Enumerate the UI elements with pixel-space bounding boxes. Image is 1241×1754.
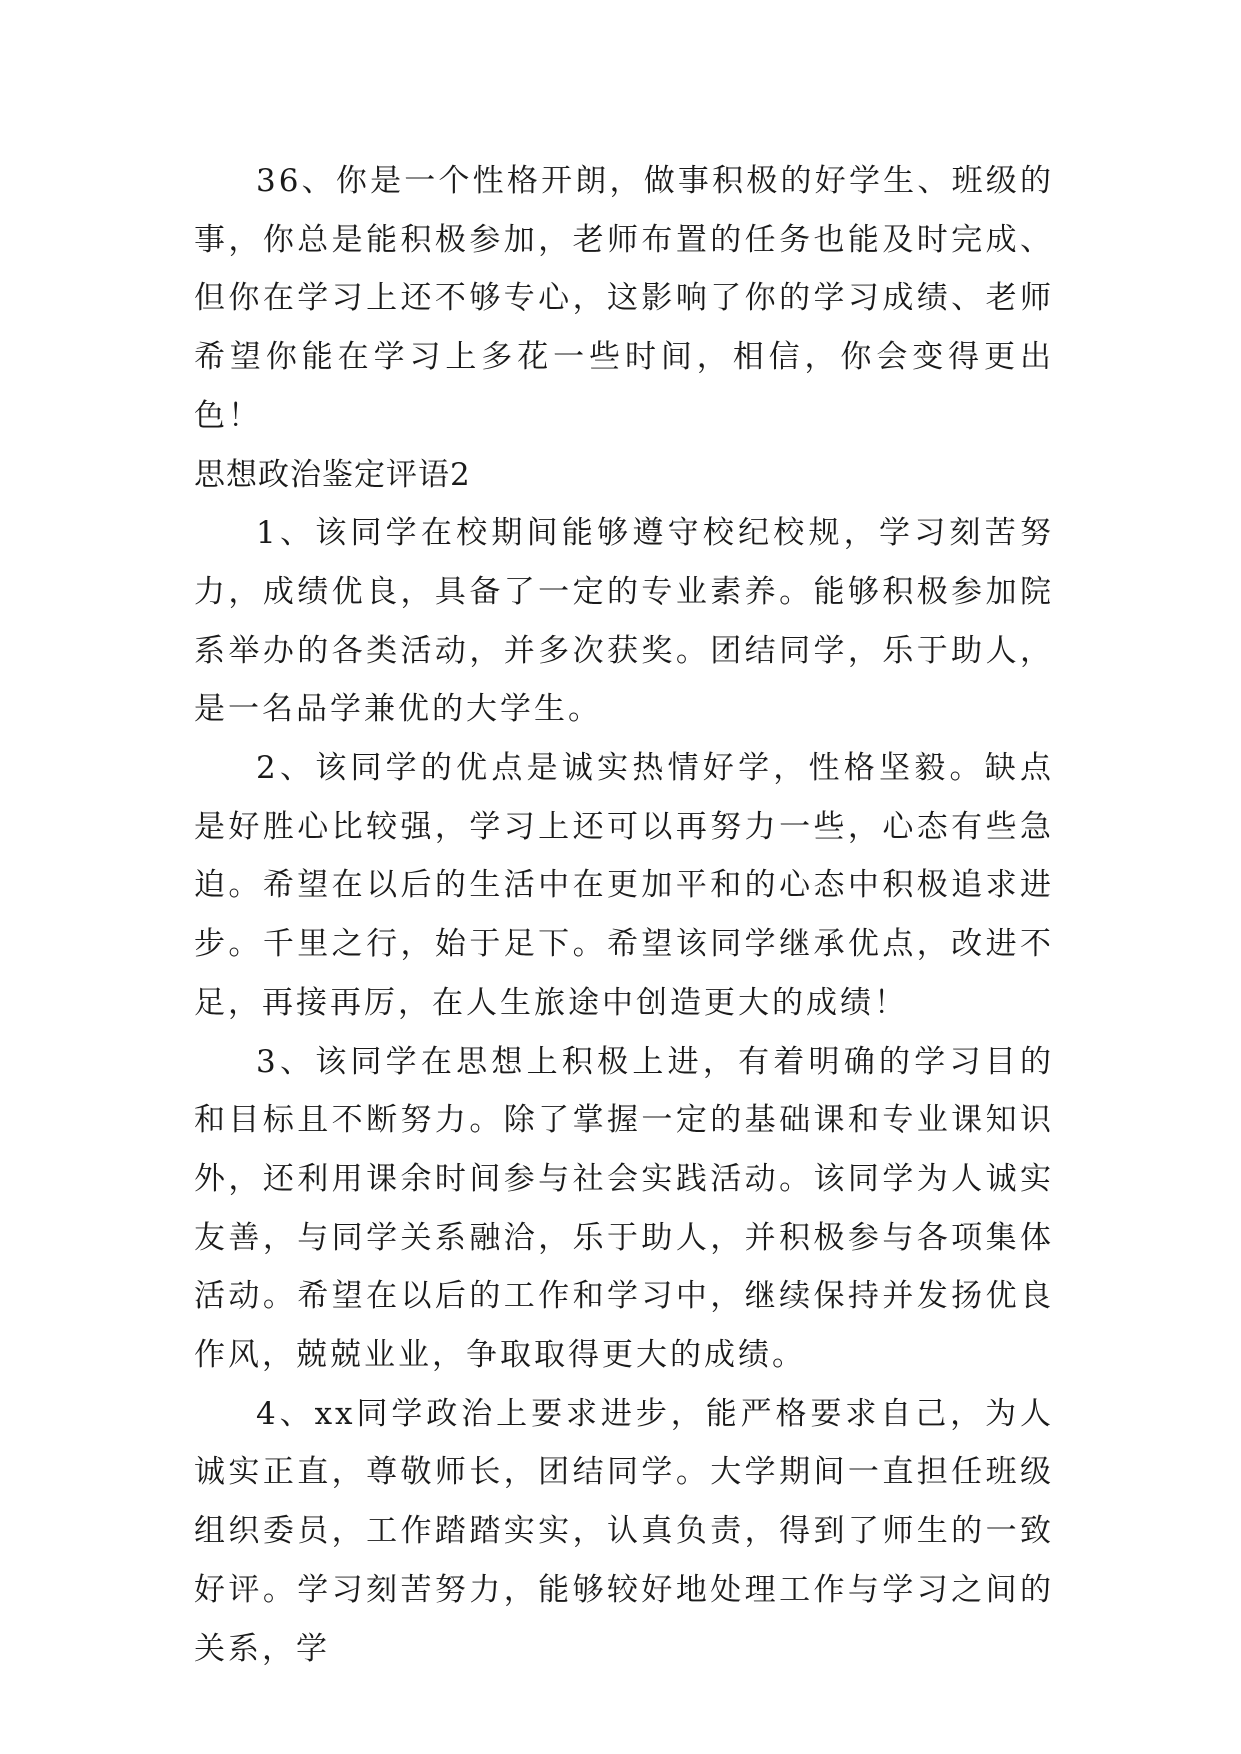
paragraph-2: 2、该同学的优点是诚实热情好学，性格坚毅。缺点是好胜心比较强，学习上还可以再努力一些，心态有些急迫。希望在以后的生活中在更加平和的心态中积极追求进步。千里之行，始于足下。希望该同学继承优点，改进不足，再接再厉，在人生旅途中创造更大的成绩！ xyxy=(194,750,1054,1021)
paragraph-3: 3、该同学在思想上积极上进，有着明确的学习目的和目标且不断努力。除了掌握一定的基础课和专业课知识外，还利用课余时间参与社会实践活动。该同学为人诚实友善，与同学关系融洽，乐于助人，并积极参与各项集体活动。希望在以后的工作和学习中，继续保持并发扬优良作风，兢兢业业，争取取得更大的成绩。 xyxy=(194,1043,1054,1374)
section-heading: 思想政治鉴定评语2 xyxy=(194,456,471,493)
paragraph-1: 1、该同学在校期间能够遵守校纪校规，学习刻苦努力，成绩优良，具备了一定的专业素养。能够积极参加院系举办的各类活动，并多次获奖。团结同学，乐于助人，是一名品学兼优的大学生。 xyxy=(194,515,1054,728)
paragraph-4: 4、xx同学政治上要求进步，能严格要求自己，为人诚实正直，尊敬师长，团结同学。大学期间一直担任班级组织委员，工作踏踏实实，认真负责，得到了师生的一致好评。学习刻苦努力，能够较好地处理工作与学习之间的关系，学 xyxy=(194,1395,1054,1667)
document-body xyxy=(194,152,1054,1678)
paragraph-36: 36、你是一个性格开朗，做事积极的好学生、班级的事，你总是能积极参加，老师布置的任务也能及时完成、但你在学习上还不够专心，这影响了你的学习成绩、老师希望你能在学习上多花一些时间，相信，你会变得更出色！ xyxy=(194,163,1054,434)
